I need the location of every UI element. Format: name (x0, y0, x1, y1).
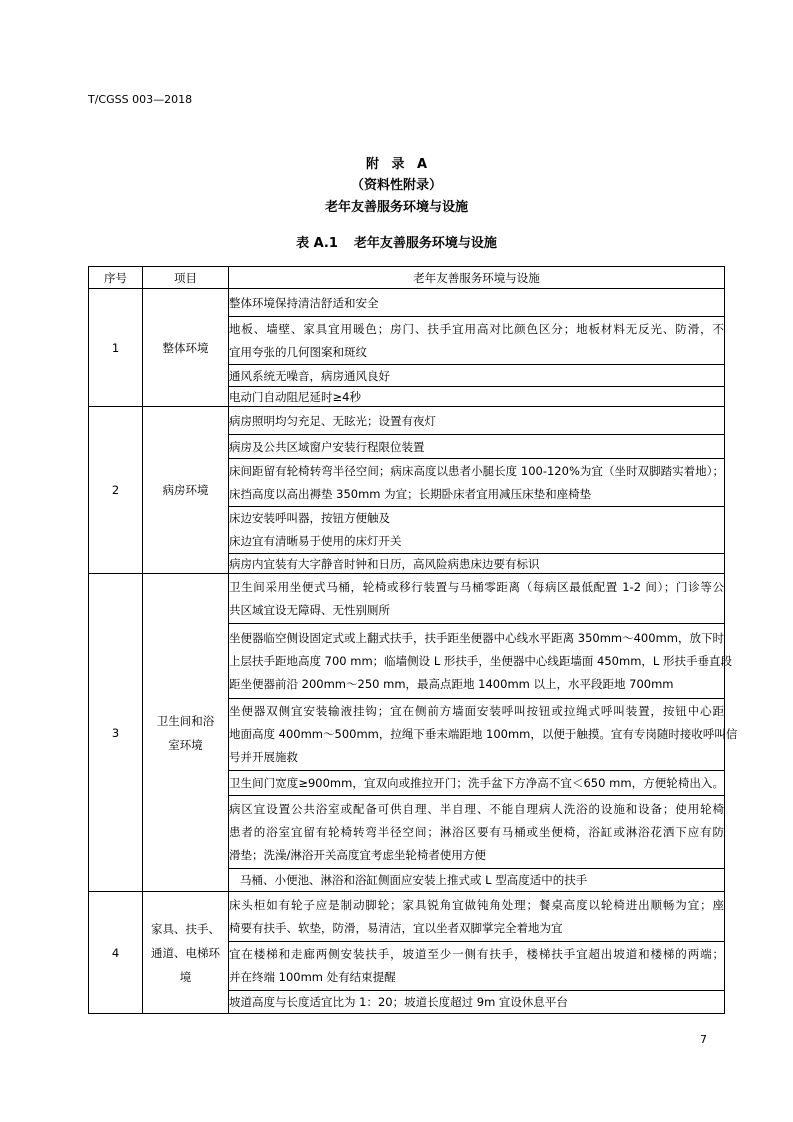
content-line: 地板、墙壁、家具宜用暖色；房门、扶手宜用高对比颜色区分；地板材料无反光、防滑，不 (229, 321, 724, 336)
content-line: 坐便器双侧宜安装输液挂钩；宜在侧前方墙面安装呼叫按钮或拉绳式呼叫装置，按钮中心距 (229, 704, 724, 718)
content-cell (229, 387, 725, 407)
content-cell (229, 365, 725, 387)
item-cell (143, 289, 229, 407)
content-line: 病房照明均匀充足、无眩光；设置有夜灯 (229, 413, 436, 428)
content-line: 坐便器临空侧设固定式或上翻式扶手，扶手距坐便器中心线水平距离 350mm～400mm，放下时 (229, 630, 724, 645)
content-cell (229, 771, 725, 796)
item-cell (143, 574, 229, 892)
content-cell (229, 942, 725, 991)
content-line: 床头柜如有轮子应是制动脚轮；家具锐角宜做钝角处理；餐桌高度以轮椅进出顺畅为宜；座 (229, 897, 724, 912)
content-line: 病房内宜装有大字静音时钟和日历，高风险病患床边要有标识 (229, 556, 540, 571)
content-cell (229, 407, 725, 435)
document-code: T/CGSS 003—2018 (88, 93, 193, 106)
content-line: 并在终端 100mm 处有结束提醒 (229, 970, 396, 984)
content-cell (229, 459, 725, 507)
row-number-cell: 2 (89, 407, 143, 574)
table-row (89, 574, 725, 624)
table-header-row (89, 267, 725, 289)
content-line: 地面高度 400mm～500mm，拉绳下垂末端距地 100mm，以便于触摸。宜有专岗随时接收呼叫信 (229, 727, 738, 741)
appendix-type: （资料性附录） (350, 178, 442, 193)
content-line: 床挡高度以高出褥垫 350mm 为宜；长期卧床者宜用减压床垫和座椅垫 (229, 486, 592, 501)
item-label-line: 卫生间和浴 (156, 713, 215, 728)
content-line: 上层扶手距地高度 700 mm；临墙侧设 L 形扶手，坐便器中心线距墙面 450mm，L 形扶手垂直段 (229, 653, 732, 668)
content-line: 坡道高度与长度适宜比为 1：20；坡道长度超过 9m 宜设休息平台 (229, 995, 568, 1009)
content-line: 床边安装呼叫器，按钮方便触及 (229, 511, 390, 525)
content-cell (229, 699, 738, 771)
item-label-line: 室环境 (168, 737, 203, 752)
content-line: 马桶、小便池、淋浴和浴缸侧面应安装上推式或 L 型高度适中的扶手 (240, 873, 588, 887)
content-line: 椅要有扶手、软垫，防滑，易清洁，宜以坐者双脚掌完全着地为宜 (229, 920, 563, 935)
row-number-cell: 1 (89, 289, 143, 407)
item-label-line: 家具、扶手、 (151, 921, 220, 936)
content-line: 宜用夸张的几何图案和斑纹 (229, 344, 367, 359)
content-line: 宜在楼梯和走廊两侧安装扶手，坡道至少一侧有扶手，楼梯扶手宜超出坡道和楼梯的两端； (229, 947, 724, 961)
content-cell (229, 554, 725, 574)
item-label-line: 整体环境 (162, 340, 209, 355)
item-cell (143, 407, 229, 574)
content-line: 电动门自动阻尼延时≥4秒 (229, 389, 361, 404)
item-label-line: 病房环境 (162, 483, 209, 497)
content-line: 床边宜有清晰易于使用的床灯开关 (229, 534, 402, 548)
column-header-content: 老年友善服务环境与设施 (229, 267, 725, 289)
table-row (89, 407, 725, 435)
item-cell (143, 892, 229, 1014)
content-cell (229, 317, 725, 365)
content-cell (229, 796, 725, 869)
content-line: 滑垫；洗澡/淋浴开关高度宜考虑坐轮椅者使用方便 (229, 847, 486, 862)
row-number-cell: 3 (89, 574, 143, 892)
content-line: 病房及公共区域窗户安装行程限位装置 (229, 439, 425, 454)
content-line: 患者的浴室宜留有轮椅转弯半径空间；淋浴区要有马桶或坐便椅，浴缸或淋浴花洒下应有防 (229, 824, 724, 839)
content-cell (229, 574, 725, 624)
content-cell (229, 289, 725, 317)
content-cell (229, 624, 732, 699)
row-number-cell: 4 (89, 892, 143, 1014)
content-line: 卫生间采用坐便式马桶，轮椅或移行装置与马桶零距离（每病区最低配置 1-2 间）；门诊等公 (229, 579, 724, 594)
content-line: 号并开展施救 (229, 750, 298, 764)
content-cell (229, 892, 725, 942)
content-line: 整体环境保持清洁舒适和安全 (229, 295, 379, 310)
facilities-table (88, 266, 738, 1014)
content-cell (229, 991, 725, 1014)
appendix-heading: 老年友善服务环境与设施 (324, 200, 468, 215)
column-header-no: 序号 (89, 267, 143, 289)
table-caption-label: 表 A.1 (296, 236, 338, 251)
table-row (89, 289, 725, 317)
content-line: 床间距留有轮椅转弯半径空间；病床高度以患者小腿长度 100-120%为宜（坐时双脚踏实着地）； (229, 463, 724, 478)
item-label-line: 境 (179, 969, 192, 984)
table-caption-title: 老年友善服务环境与设施 (353, 236, 497, 251)
table-caption (0, 236, 793, 252)
page-number: 7 (700, 1033, 707, 1046)
content-cell (229, 869, 725, 892)
item-label-line: 通道、电梯环 (151, 945, 220, 960)
appendix-title: 附 录 A (365, 157, 428, 172)
content-cell (229, 507, 725, 554)
content-line: 共区域宜设无障碍、无性别厕所 (229, 602, 390, 617)
content-cell (229, 435, 725, 459)
content-line: 距坐便器前沿 200mm～250 mm，最高点距地 1400mm 以上，水平段距地 700mm (229, 676, 674, 691)
table-row (89, 892, 725, 942)
column-header-item: 项目 (143, 267, 229, 289)
content-line: 通风系统无噪音，病房通风良好 (229, 368, 390, 383)
content-line: 病区宜设置公共浴室或配备可供自理、半自理、不能自理病人洗浴的设施和设备；使用轮椅 (229, 801, 724, 816)
content-line: 卫生间门宽度≥900mm，宜双向或推拉开门；洗手盆下方净高不宜＜650 mm，方便轮椅出入。 (229, 776, 724, 790)
